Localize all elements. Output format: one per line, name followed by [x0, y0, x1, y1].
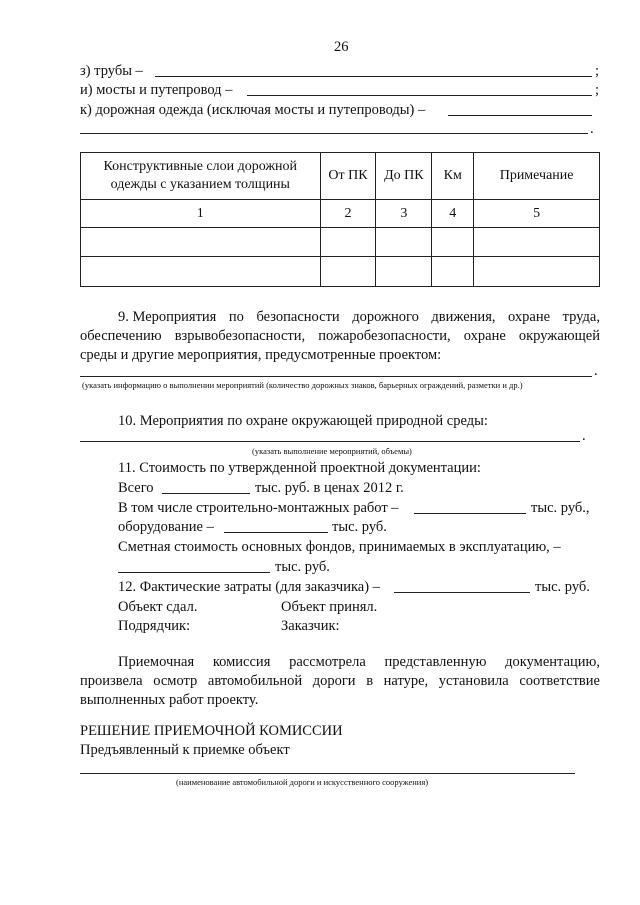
- section9-line1: [118, 308, 600, 326]
- customer-label: Заказчик:: [281, 618, 340, 634]
- table-number-cell: 2: [320, 200, 376, 228]
- section9-line2: [80, 327, 600, 345]
- table-number-cell: 4: [432, 200, 474, 228]
- word: дорожного: [352, 309, 419, 325]
- item-pavement-end: .: [590, 121, 594, 137]
- actual-costs-unit: тыс. руб.: [535, 579, 590, 595]
- commission-line2: [80, 672, 600, 690]
- equipment-input-line[interactable]: [224, 532, 328, 533]
- word: взрывобезопасности,: [174, 328, 306, 344]
- object-accepted: Объект принял.: [281, 599, 378, 615]
- section9-line3: среды и другие мероприятия, предусмотренные проектом:: [80, 347, 442, 363]
- page-number: 26: [334, 39, 349, 55]
- section12-title: 12. Фактические затраты (для заказчика) –: [118, 579, 380, 595]
- total-input-line[interactable]: [162, 493, 250, 494]
- table-header-cell: До ПК: [376, 153, 432, 200]
- pavement-layers-table: [80, 152, 600, 287]
- table-row: [81, 228, 600, 257]
- table-number-row: [81, 200, 600, 228]
- word: в: [366, 673, 374, 689]
- actual-costs-input-line[interactable]: [394, 592, 530, 593]
- object-name-caption: (наименование автомобильной дороги и искусственного сооружения): [176, 777, 429, 787]
- section10-title: 10. Мероприятия по охране окружающей природной среды:: [118, 413, 488, 429]
- table-number-cell: 3: [376, 200, 432, 228]
- word: Приемочная: [118, 654, 195, 670]
- construction-label: В том числе строительно-монтажных работ –: [118, 500, 399, 516]
- decision-title: РЕШЕНИЕ ПРИЕМОЧНОЙ КОМИССИИ: [80, 723, 343, 739]
- table-cell[interactable]: [81, 228, 321, 257]
- construction-input-line[interactable]: [414, 513, 526, 514]
- item-pipes-end: ;: [595, 63, 600, 79]
- table-cell[interactable]: [432, 228, 474, 257]
- word: труда,: [562, 309, 600, 325]
- table-row: [81, 257, 600, 287]
- word: пожаробезопасности,: [318, 328, 451, 344]
- total-label: Всего: [118, 480, 154, 496]
- table-header-cell: От ПК: [320, 153, 376, 200]
- word: 9. Мероприятия: [118, 309, 217, 325]
- table-header-row: [81, 153, 600, 200]
- section10-end: .: [582, 428, 586, 444]
- word: окружающей: [518, 328, 600, 344]
- table-cell[interactable]: [376, 257, 432, 287]
- funds-label: Сметная стоимость основных фондов, принимаемых в эксплуатацию, –: [118, 539, 561, 555]
- section10-caption: (указать выполнение мероприятий, объемы): [252, 446, 412, 456]
- table-cell[interactable]: [81, 257, 321, 287]
- word: дороги: [312, 673, 356, 689]
- commission-line3: выполненных работ проекту.: [80, 692, 259, 708]
- section10-answer-line[interactable]: [80, 441, 580, 442]
- funds-unit: тыс. руб.: [275, 559, 330, 575]
- word: обеспечению: [80, 328, 162, 344]
- equipment-label: оборудование –: [118, 519, 214, 535]
- word: установила: [438, 673, 509, 689]
- word: охране: [463, 328, 506, 344]
- table-cell[interactable]: [376, 228, 432, 257]
- table-cell[interactable]: [474, 257, 600, 287]
- word: документацию,: [505, 654, 600, 670]
- word: осмотр: [153, 673, 198, 689]
- table-cell[interactable]: [432, 257, 474, 287]
- table-cell[interactable]: [474, 228, 600, 257]
- word: рассмотрела: [289, 654, 366, 670]
- word: произвела: [80, 673, 143, 689]
- table-cell[interactable]: [320, 228, 376, 257]
- table-cell[interactable]: [320, 257, 376, 287]
- word: движения,: [431, 309, 496, 325]
- item-pavement-line-2[interactable]: [80, 133, 588, 134]
- word: соответствие: [519, 673, 600, 689]
- decision-subtitle: Предъявленный к приемке объект: [80, 742, 290, 758]
- item-pavement-label: к) дорожная одежда (исключая мосты и путепроводы) –: [80, 102, 426, 118]
- word: автомобильной: [207, 673, 303, 689]
- table-number-cell: 1: [81, 200, 321, 228]
- commission-line1: [118, 653, 600, 671]
- table-header-cell: Примечание: [474, 153, 600, 200]
- section11-title: 11. Стоимость по утвержденной проектной документации:: [118, 460, 481, 476]
- section9-answer-line[interactable]: [80, 376, 592, 377]
- construction-unit: тыс. руб.,: [531, 500, 590, 516]
- word: безопасности: [256, 309, 340, 325]
- table-header-cell: Конструктивные слои дорожной одежды с указанием толщины: [81, 153, 321, 200]
- contractor-label: Подрядчик:: [118, 618, 191, 634]
- item-pavement-line-1[interactable]: [448, 115, 592, 116]
- word: по: [228, 309, 244, 325]
- item-pipes-line[interactable]: [155, 76, 592, 77]
- total-unit: тыс. руб. в ценах 2012 г.: [255, 480, 404, 496]
- object-handed-over: Объект сдал.: [118, 599, 198, 615]
- word: охране: [508, 309, 551, 325]
- item-bridges-end: ;: [595, 82, 600, 98]
- equipment-unit: тыс. руб.: [332, 519, 387, 535]
- word: натуре,: [383, 673, 429, 689]
- section9-caption: (указать информацию о выполнении мероприятий (количество дорожных знаков, барьерных ограждений, разметки и др.): [82, 380, 523, 390]
- table-number-cell: 5: [474, 200, 600, 228]
- item-pipes-label: з) трубы –: [80, 63, 143, 79]
- section9-end: .: [594, 363, 598, 379]
- table-header-cell: Км: [432, 153, 474, 200]
- word: комиссия: [212, 654, 271, 670]
- object-name-line[interactable]: [80, 773, 575, 774]
- item-bridges-line[interactable]: [247, 95, 592, 96]
- word: представленную: [384, 654, 487, 670]
- item-bridges-label: и) мосты и путепровод –: [80, 82, 233, 98]
- funds-input-line[interactable]: [118, 572, 270, 573]
